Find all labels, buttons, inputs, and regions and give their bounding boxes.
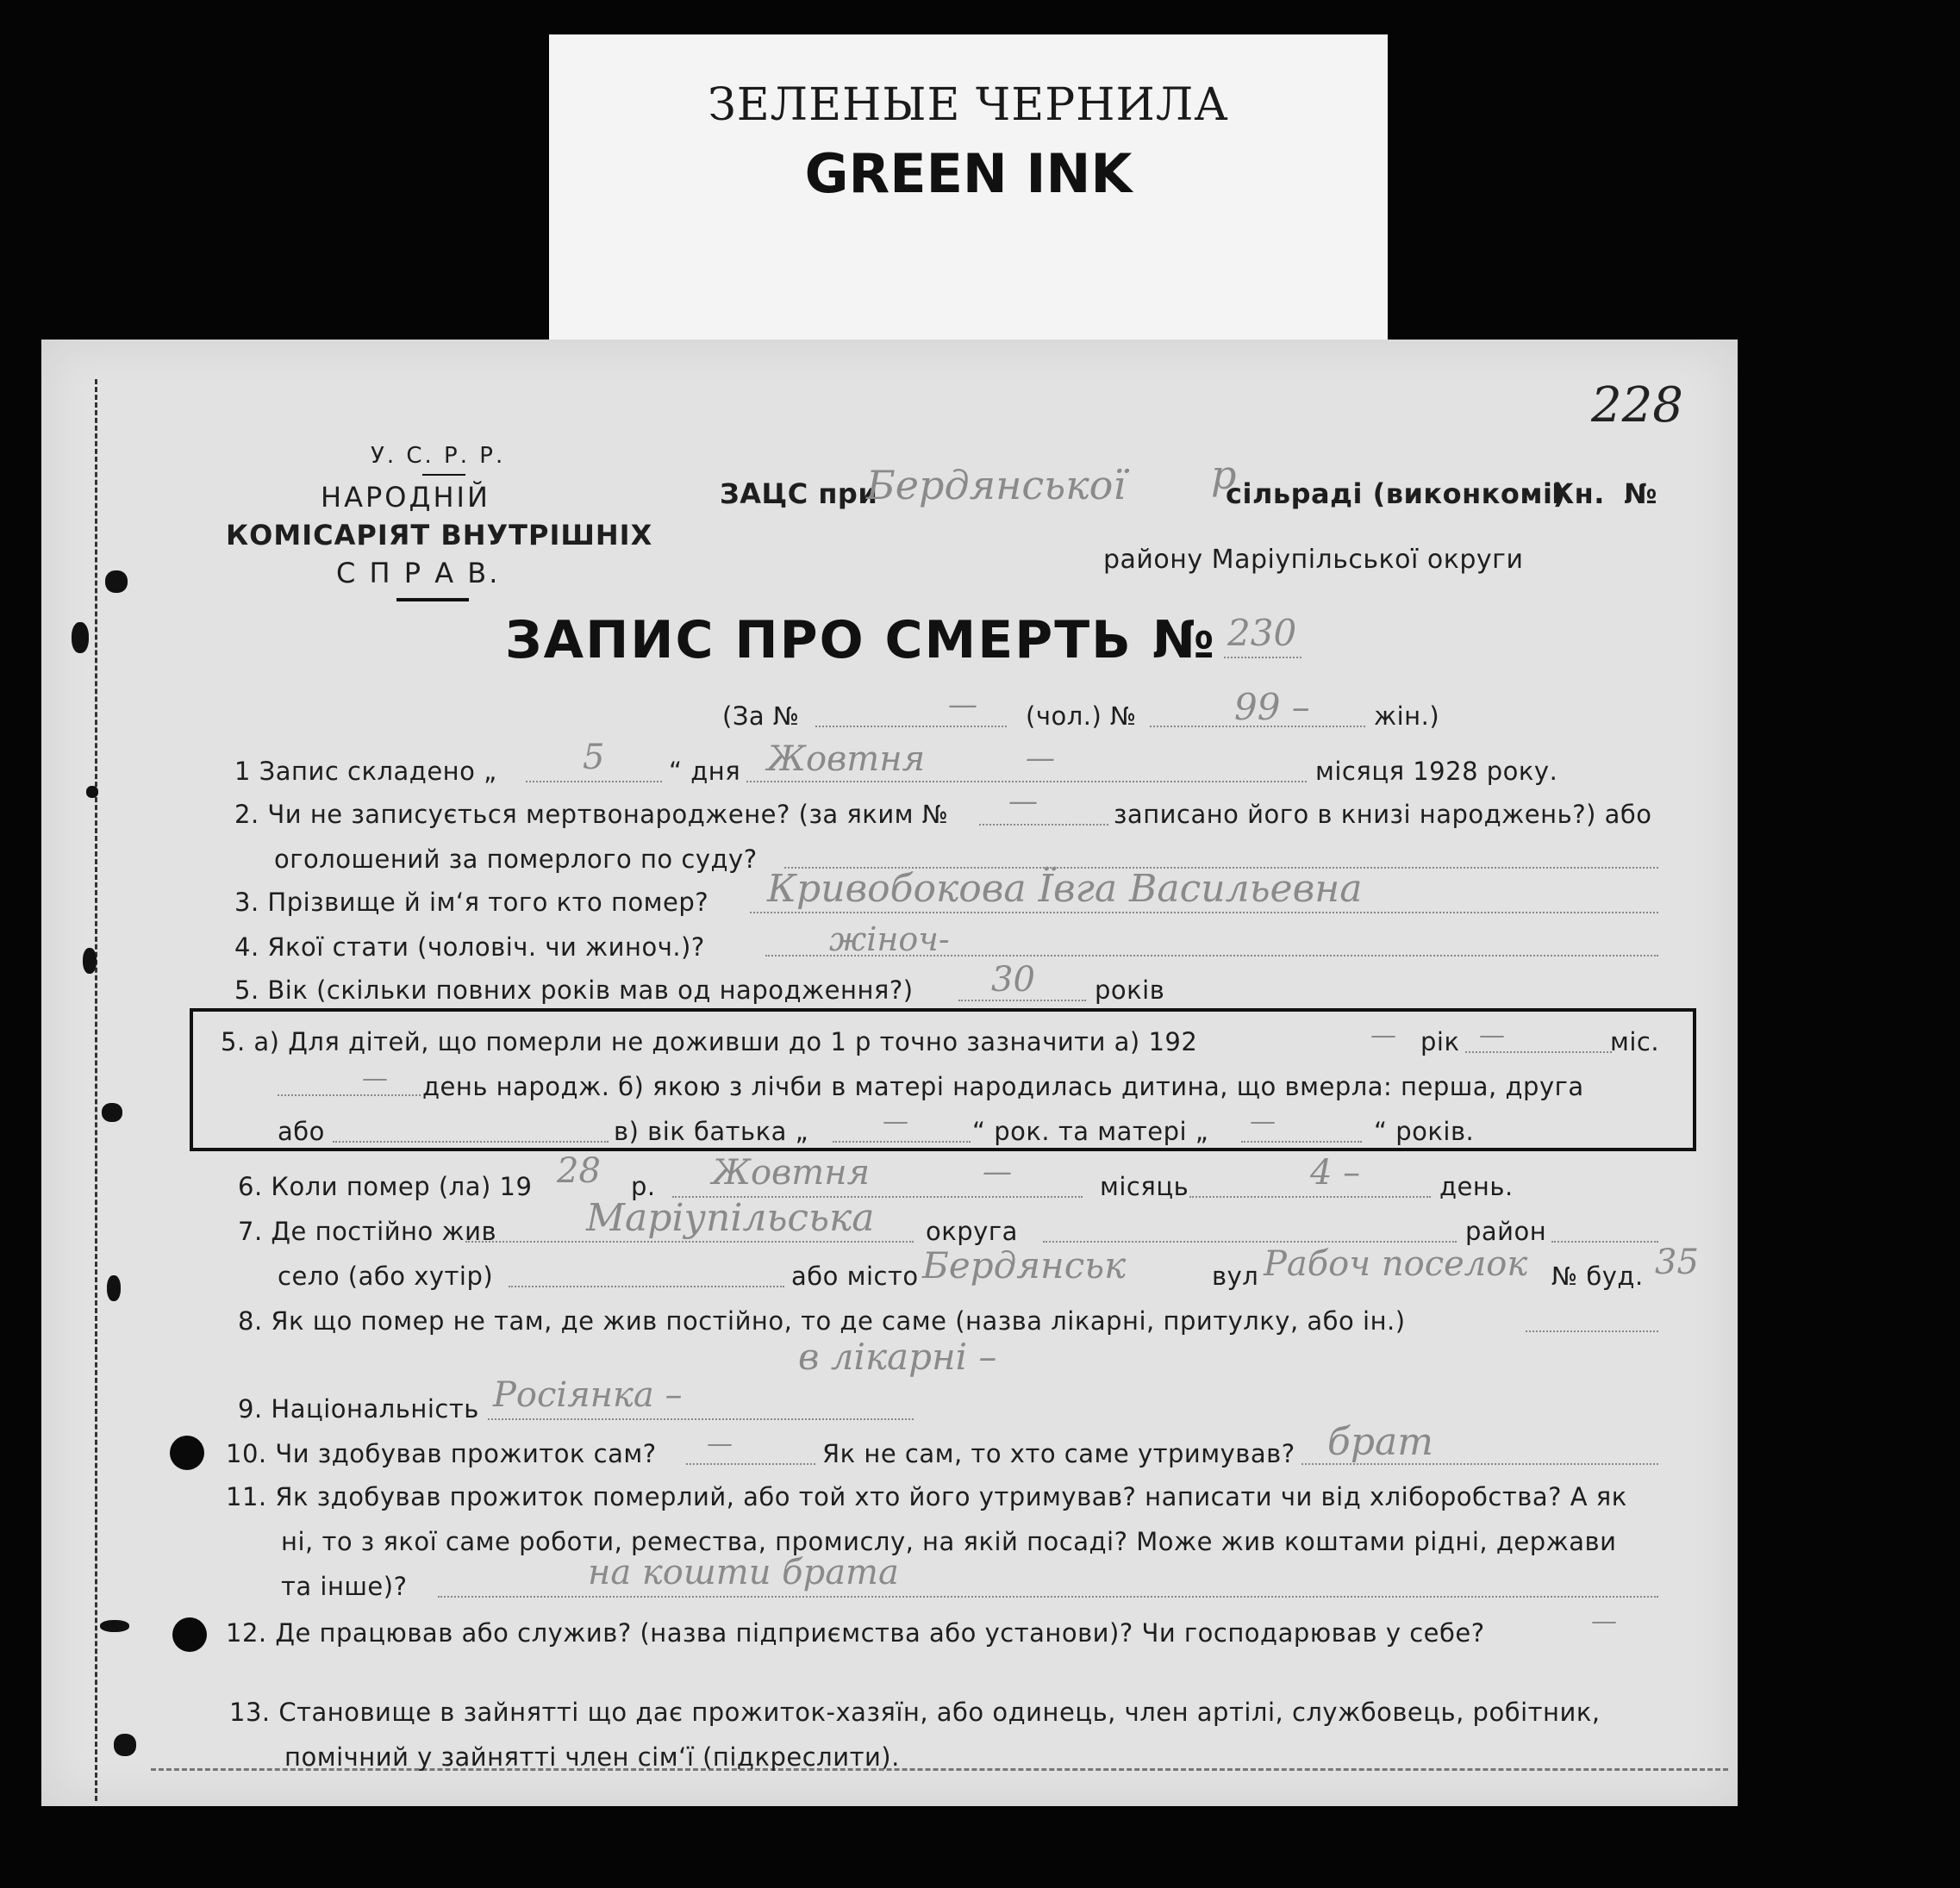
- box5-rik-dash: —: [1479, 1020, 1505, 1050]
- ink-label-card: [549, 34, 1388, 345]
- dotted-line: [438, 1596, 1658, 1598]
- dotted-line: [958, 1000, 1086, 1001]
- binding-mark: [114, 1734, 136, 1756]
- item-11-line3: та інше)?: [281, 1572, 408, 1601]
- item-9-label: 9. Національність: [238, 1394, 479, 1424]
- item-6-month: Жовтня: [712, 1153, 871, 1193]
- binding-mark: [72, 622, 89, 653]
- item-6-mis: місяць: [1100, 1172, 1189, 1201]
- item-6-r: р.: [631, 1172, 656, 1201]
- item-7-bud: № буд.: [1551, 1262, 1644, 1291]
- divider: [396, 598, 469, 601]
- item-4-label: 4. Якої стати (чоловіч. чи жиноч.)?: [234, 932, 705, 962]
- item-3-value: Кривобокова Ївга Васильевна: [767, 867, 1363, 911]
- label-english: GREEN INK: [804, 142, 1133, 205]
- dotted-line: [1189, 1196, 1431, 1198]
- komisariat-heading: КОМІСАРІЯТ ВНУТРІШНІХ: [226, 519, 653, 551]
- item-7-vul-value: Рабоч поселок: [1264, 1244, 1528, 1284]
- dotted-line: [333, 1141, 609, 1143]
- binding-mark: [102, 1103, 122, 1122]
- item-11-value: на кошти брата: [588, 1553, 899, 1592]
- item-7-okruha: округа: [926, 1217, 1018, 1246]
- box5-abo-label: або: [278, 1117, 325, 1146]
- item-7-bud-value: 35: [1655, 1243, 1699, 1282]
- dotted-line: [746, 781, 1307, 782]
- dotted-line: [686, 1463, 815, 1465]
- binding-mark: [86, 786, 98, 798]
- dotted-line: [488, 1418, 914, 1420]
- item-3-label: 3. Прізвище й ім‘я того кто помер?: [234, 888, 709, 917]
- dotted-line: [526, 781, 662, 782]
- binding-mark: [83, 948, 97, 974]
- dotted-line: [979, 824, 1108, 826]
- item-1-mid: “ дня: [669, 757, 741, 786]
- item-2-label: 2. Чи не записується мертвонароджене? (за яким №: [234, 800, 949, 829]
- dotted-line: [1224, 657, 1301, 658]
- item-12-label: 12. Де працював або служив? (назва підприємства або установи)? Чи господарював у себе?: [226, 1618, 1485, 1648]
- silradi-label: сільраді (виконкомі): [1226, 477, 1566, 510]
- item-7-label: 7. Де постійно жив: [238, 1217, 497, 1246]
- zacs-struck-value: р: [1211, 452, 1237, 498]
- zacs-label: ЗАЦС при: [720, 477, 878, 510]
- label-russian: ЗЕЛЕНЫЕ ЧЕРНИЛА: [708, 79, 1229, 131]
- dotted-line: [1551, 1241, 1658, 1243]
- page-title: ЗАПИС ПРО СМЕРТЬ №: [505, 610, 1216, 670]
- item-10-label: 10. Чи здобував прожиток сам?: [226, 1439, 657, 1468]
- dotted-line: [1465, 1051, 1612, 1053]
- raion-label: району Маріупільської округи: [1103, 545, 1524, 575]
- box5-father-dash: —: [883, 1106, 908, 1137]
- narodniy-heading: НАРОДНІЙ: [321, 481, 490, 514]
- kn-label: Кн.: [1551, 477, 1605, 510]
- binding-mark: [105, 570, 128, 593]
- dotted-line: [1241, 1141, 1362, 1143]
- item-1-dash: —: [1026, 741, 1055, 776]
- item-10-value2: брат: [1327, 1420, 1433, 1464]
- item-6-dash: —: [983, 1155, 1012, 1189]
- box5-rik-label: рік: [1420, 1027, 1460, 1056]
- box5-day-dash: —: [362, 1063, 388, 1094]
- item-10-mid: Як не сам, то хто саме утримував?: [822, 1439, 1295, 1468]
- chol-label: (чол.) №: [1026, 701, 1137, 731]
- item-7-okruha-value: Маріупільська: [586, 1196, 875, 1240]
- item-11-line2: ні, то з якої саме роботи, ремества, промислу, на якій посаді? Може жив коштами рідні, держави: [281, 1527, 1617, 1556]
- item-8-value: в лікарні –: [798, 1336, 997, 1378]
- record-number: 230: [1227, 612, 1297, 654]
- kn-number-label: №: [1624, 477, 1657, 510]
- dotted-line: [1043, 1241, 1457, 1243]
- dotted-line: [278, 1094, 421, 1096]
- item-10-value: —: [707, 1429, 733, 1459]
- zacs-place-value: Бердянської: [866, 462, 1127, 508]
- box5-line1: 5. а) Для дітей, що померли не доживши до 1 р точно зазначити а) 192: [221, 1027, 1198, 1056]
- box5-line2: день народж. б) якою з лічби в матері народилась дитина, що вмерла: перша, друга: [422, 1072, 1584, 1101]
- item-13-line2: помічний у зайнятті член сім‘ї (підкреслити).: [284, 1742, 900, 1772]
- item-7-selo: село (або хутір): [278, 1262, 494, 1291]
- item-2-tail: записано його в книзі народжень?) або: [1114, 800, 1652, 829]
- box5-roky-label: “ років.: [1374, 1117, 1475, 1146]
- item-9-value: Росіянка –: [493, 1375, 683, 1415]
- punch-hole: [170, 1436, 204, 1470]
- item-8-label: 8. Як що помер не там, де жив постійно, то де саме (назва лікарні, притулку, або ін.): [238, 1306, 1406, 1336]
- dotted-line: [815, 726, 1007, 727]
- item-7-abo-misto: або місто: [791, 1262, 919, 1291]
- item-6-den: день.: [1439, 1172, 1514, 1201]
- item-6-year: 28: [557, 1151, 601, 1191]
- item-4-value: жіноч-: [829, 920, 950, 958]
- item-2-value: —: [1008, 784, 1038, 819]
- za-label: (За №: [722, 701, 800, 731]
- sprav-heading: С П Р А В.: [336, 557, 501, 589]
- divider: [422, 474, 465, 476]
- item-12-value: —: [1591, 1606, 1617, 1636]
- box5-mis-label: міс.: [1610, 1027, 1660, 1056]
- item-6-day: 4 –: [1310, 1153, 1361, 1193]
- dotted-line: [750, 912, 1658, 913]
- box5-father-label: в) вік батька „: [614, 1117, 809, 1146]
- box5-mother-label: “ рок. та матері „: [972, 1117, 1209, 1146]
- item-2-line2: оголошений за померлого по суду?: [274, 844, 758, 874]
- item-11-line1: 11. Як здобував прожиток померлий, або той хто його утримував? написати чи від хліборобства? А як: [226, 1482, 1627, 1511]
- binding-mark: [107, 1275, 121, 1301]
- box5-mother-dash: —: [1250, 1106, 1276, 1137]
- chol-value: 99 –: [1234, 686, 1310, 728]
- dotted-line: [465, 1241, 914, 1243]
- item-7-vul: вул: [1212, 1262, 1259, 1291]
- za-value: —: [948, 688, 977, 722]
- item-5-value: 30: [991, 960, 1035, 1000]
- item-1-month: Жовтня: [767, 739, 926, 779]
- ussr-heading: У. С. Р. Р.: [371, 443, 506, 469]
- dotted-line: [833, 1141, 971, 1143]
- item-6-label: 6. Коли помер (ла) 19: [238, 1172, 533, 1201]
- page-number: 228: [1591, 377, 1683, 433]
- perforation-line: [95, 379, 97, 1801]
- zhin-label: жін.): [1374, 701, 1440, 731]
- punch-hole: [172, 1617, 207, 1652]
- item-13-line1: 13. Становище в зайнятті що дає прожиток-хазяїн, або одинець, член артілі, службовець, робітник,: [229, 1698, 1601, 1727]
- item-1-day: 5: [583, 738, 605, 777]
- item-1-tail: місяця 1928 року.: [1315, 757, 1558, 786]
- item-7-misto-value: Бердянськ: [922, 1244, 1127, 1287]
- item-7-raion: район: [1465, 1217, 1547, 1246]
- binding-mark: [100, 1620, 129, 1632]
- item-5-label: 5. Вік (скільки повних років мав од народження?): [234, 975, 914, 1005]
- dotted-line: [509, 1286, 784, 1287]
- box5-year-dash: —: [1370, 1020, 1396, 1050]
- dotted-line: [1526, 1330, 1658, 1332]
- item-1-label: 1 Запис складено „: [234, 757, 497, 786]
- item-5-tail: років: [1095, 975, 1165, 1005]
